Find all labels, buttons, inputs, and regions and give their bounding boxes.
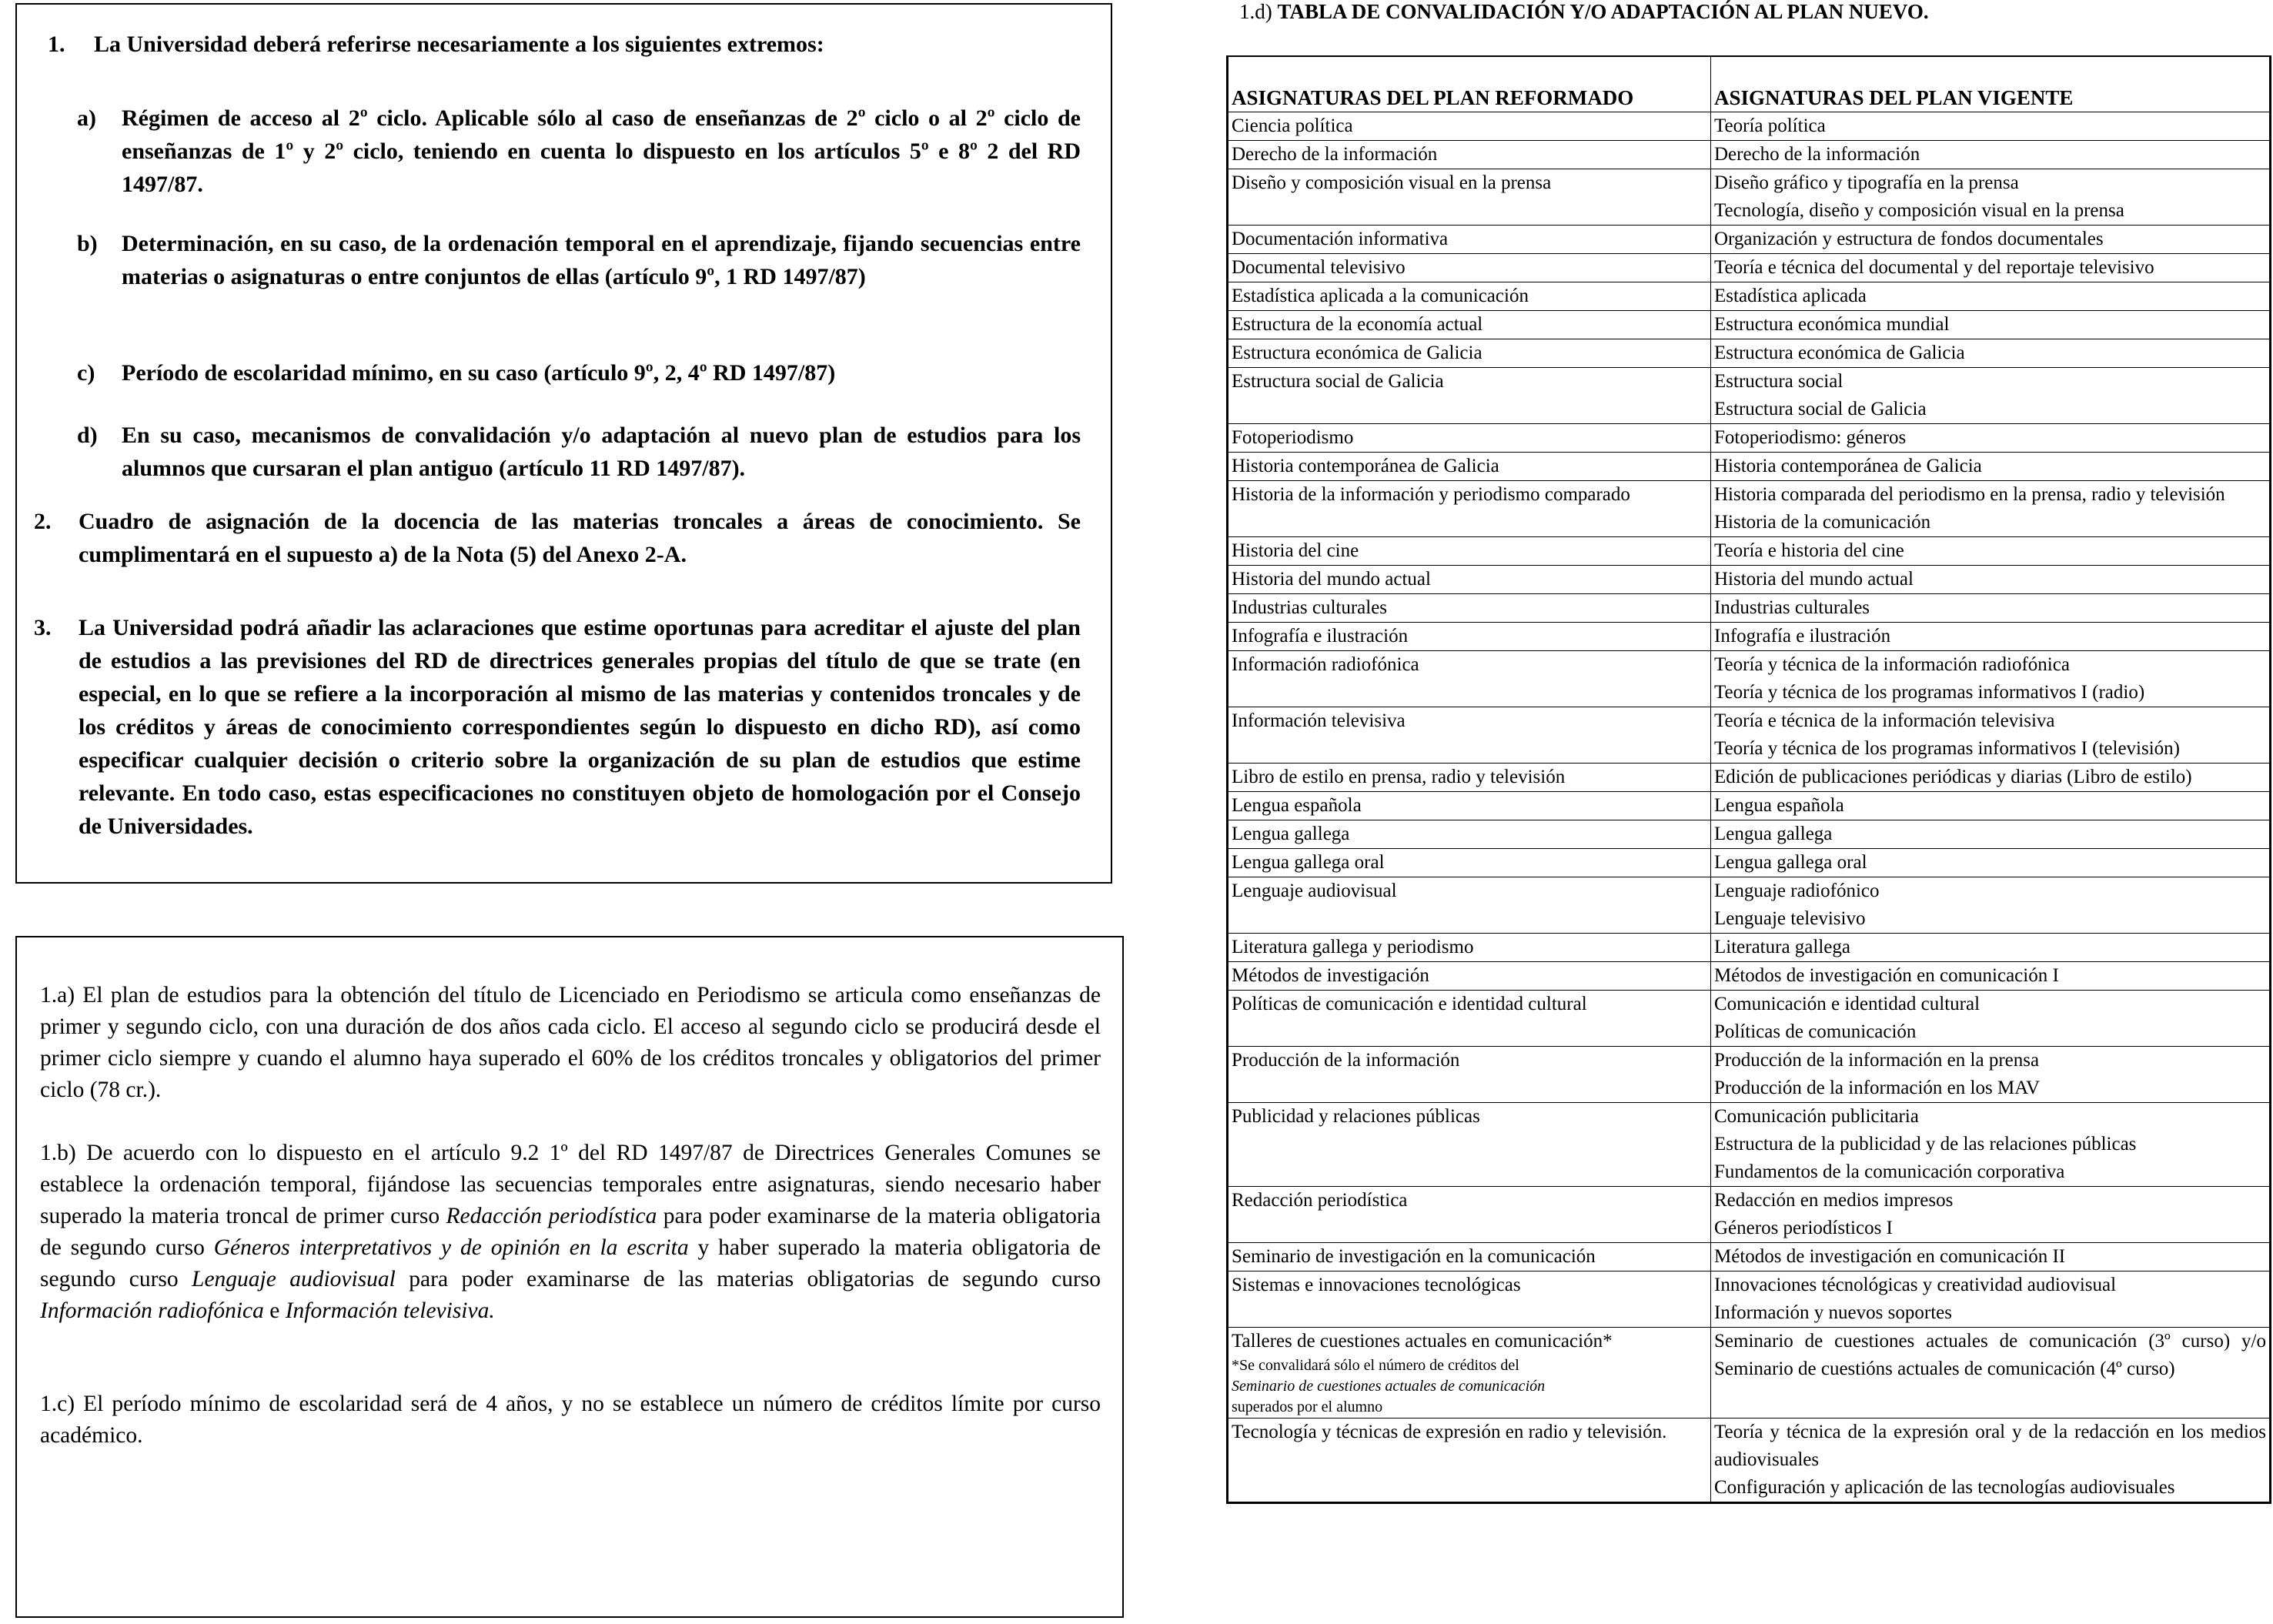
note-1b-italic: Lenguaje audiovisual: [192, 1267, 396, 1292]
table-row: [1228, 254, 2270, 282]
old-subject-line: Historia del mundo actual: [1232, 569, 1431, 590]
new-subject-line: Producción de la información en los MAV: [1714, 1078, 2041, 1098]
cell-new-subject: [1711, 339, 2270, 368]
old-subject-line: Estructura de la economía actual: [1232, 314, 1483, 335]
old-subject-line: Métodos de investigación: [1232, 965, 1429, 986]
new-subject-line: Teoría y técnica de los programas informativos I (radio): [1714, 682, 2145, 703]
old-subject-line: Seminario de investigación en la comunicación: [1232, 1246, 1596, 1267]
cell-old-subject: [1228, 537, 1711, 566]
table-row: [1228, 1103, 2270, 1187]
cell-old-subject: [1228, 226, 1711, 254]
cell-old-subject: [1228, 1103, 1711, 1187]
table-row: [1228, 169, 2270, 226]
cell-old-subject: [1228, 849, 1711, 877]
old-subject-line: Lengua española: [1232, 795, 1362, 816]
table-row: [1228, 934, 2270, 962]
cell-old-subject: [1228, 566, 1711, 594]
item-number: 1.: [48, 32, 65, 57]
note-italic: Seminario de cuestiones actuales de comunicación: [1232, 1378, 1546, 1395]
table-row: [1228, 991, 2270, 1047]
cell-old-subject: [1228, 934, 1711, 962]
note-1b-italic: Información televisiva.: [285, 1298, 495, 1323]
note-1b-italic: Redacción periodística: [446, 1204, 657, 1228]
cell-new-subject: [1711, 991, 2270, 1047]
table-row: [1228, 1187, 2270, 1243]
new-subject-line: Teoría e historia del cine: [1714, 540, 1904, 561]
cell-new-subject: [1711, 1243, 2270, 1271]
cell-new-subject: [1711, 792, 2270, 820]
new-subject-line: Edición de publicaciones periódicas y diarias (Libro de estilo): [1714, 767, 2192, 787]
new-subject-line: Infografía e ilustración: [1714, 626, 1891, 647]
cell-old-subject: [1228, 311, 1711, 339]
instruction-item: [34, 611, 1081, 843]
table-row: [1228, 481, 2270, 537]
cell-new-subject: [1711, 311, 2270, 339]
new-subject-line: Derecho de la información: [1714, 144, 1920, 165]
note-1a: 1.a) El plan de estudios para la obtención del título de Licenciado en Periodismo se articula como enseñanzas de primer y segundo ciclo, con una duración de dos años cada ciclo. El acceso al segundo ciclo se producirá desde el primer ciclo siempre y cuando el alumno haya superado el 60% de los créditos troncales y obligatorios del primer ciclo (78 cr.).: [40, 983, 1101, 1102]
new-subject-line: Teoría e técnica del documental y del reportaje televisivo: [1714, 257, 2154, 278]
note-1c: 1.c) El período mínimo de escolaridad será de 4 años, y no se establece un número de créditos límite por curso académico.: [40, 1392, 1101, 1448]
old-subject-line: Lenguaje audiovisual: [1232, 881, 1397, 901]
table-row: [1228, 226, 2270, 254]
new-subject-line: Métodos de investigación en comunicación I: [1714, 965, 2059, 986]
new-subject-line: Fotoperiodismo: géneros: [1714, 427, 1907, 448]
table-row: [1228, 339, 2270, 368]
cell-new-subject: [1711, 368, 2270, 424]
instructions-box: [15, 3, 1112, 884]
cell-old-subject: [1228, 1047, 1711, 1103]
new-subject-line: Configuración y aplicación de las tecnologías audiovisuales: [1714, 1477, 2175, 1498]
cell-old-subject: [1228, 707, 1711, 764]
cell-old-subject: [1228, 339, 1711, 368]
note-1b-text: 1.b) De acuerdo con lo dispuesto en el artículo 9.2 1º del RD 1497/87 de Directrices Generales Comunes se establece la ordenación temporal, fijándose las secuencias temporales entre asignaturas, siendo necesario haber superado la materia troncal de primer curso: [40, 1141, 1101, 1228]
cell-old-subject: [1228, 169, 1711, 226]
new-subject-line: Redacción en medios impresos: [1714, 1190, 1954, 1211]
item-text: Régimen de acceso al 2º ciclo. Aplicable sólo al caso de enseñanzas de 2º ciclo o al 2º ciclo de enseñanzas de 1º y 2º ciclo, teniendo en cuenta lo dispuesto en los artículos 5º e 8º 2 del RD 1497/87.: [122, 105, 1081, 197]
old-subject-line: Políticas de comunicación e identidad cultural: [1232, 994, 1587, 1014]
header-new-plan: ASIGNATURAS DEL PLAN VIGENTE: [1711, 57, 2270, 112]
new-subject-line: Tecnología, diseño y composición visual en la prensa: [1714, 200, 2124, 221]
old-subject-line: Infografía e ilustración: [1232, 626, 1409, 647]
old-subject-line: Talleres de cuestiones actuales en comunicación*: [1232, 1331, 1613, 1352]
note-1b-text: e: [263, 1298, 286, 1323]
old-subject-line: Lengua gallega: [1232, 824, 1350, 844]
table-row: [1228, 820, 2270, 849]
note-1b-italic: Géneros interpretativos y de opinión en la escrita: [213, 1235, 689, 1260]
new-subject-line: Organización y estructura de fondos documentales: [1714, 229, 2104, 249]
instruction-subitem: [77, 419, 1081, 485]
table-row: [1228, 566, 2270, 594]
cell-new-subject: [1711, 594, 2270, 623]
cell-old-subject: [1228, 623, 1711, 651]
cell-old-subject: [1228, 962, 1711, 991]
table-row: [1228, 594, 2270, 623]
note-1b-text: y haber superado la materia obligatoria de segundo curso: [40, 1235, 1101, 1292]
cell-old-subject: [1228, 453, 1711, 481]
cell-new-subject: [1711, 112, 2270, 141]
old-subject-line: Documental televisivo: [1232, 257, 1406, 278]
convalidation-table: [1226, 55, 2271, 1504]
cell-new-subject: [1711, 1187, 2270, 1243]
old-subject-line: Documentación informativa: [1232, 229, 1449, 249]
cell-new-subject: [1711, 764, 2270, 792]
cell-new-subject: [1711, 537, 2270, 566]
table-row: [1228, 849, 2270, 877]
note-1b-text: para poder examinarse de las materias obligatorias de segundo curso: [395, 1267, 1101, 1292]
table-row: [1228, 368, 2270, 424]
old-subject-line: Historia de la información y periodismo comparado: [1232, 484, 1630, 505]
instruction-subitem: [77, 356, 1081, 389]
item-letter: c): [77, 360, 95, 386]
note-1b-italic: Información radiofónica: [40, 1298, 264, 1323]
cell-old-subject: [1228, 764, 1711, 792]
cell-old-subject: [1228, 1418, 1711, 1502]
note-1b-text: para poder examinarse de la materia obligatoria de segundo curso: [40, 1204, 1101, 1260]
new-subject-line: Literatura gallega: [1714, 937, 1850, 957]
cell-old-subject: [1228, 368, 1711, 424]
old-subject-line: Publicidad y relaciones públicas: [1232, 1106, 1480, 1127]
item-text: La Universidad deberá referirse necesariamente a los siguientes extremos:: [94, 32, 824, 57]
old-subject-line: Literatura gallega y periodismo: [1232, 937, 1474, 957]
old-subject-line: Redacción periodística: [1232, 1190, 1408, 1211]
table-row: [1228, 962, 2270, 991]
cell-old-subject: [1228, 424, 1711, 453]
table-row: [1228, 707, 2270, 764]
cell-new-subject: [1711, 169, 2270, 226]
table-row: [1228, 537, 2270, 566]
cell-new-subject: [1711, 141, 2270, 169]
cell-old-subject: [1228, 792, 1711, 820]
table-title-prefix: 1.d): [1239, 0, 1278, 23]
item-text: La Universidad podrá añadir las aclaraciones que estime oportunas para acreditar el ajuste del plan de estudios a las previsiones del RD de directrices generales propias del título de que se trate (en especial, en lo que se refiere a la incorporación al mismo de las materias y contenidos troncales y de los créditos y áreas de conocimiento correspondientes según lo dispuesto en dicho RD), así como especificar cualquier decisión o criterio sobre la organización de su plan de estudios que estime relevante. En todo caso, estas especificaciones no constituyen objeto de homologación por el Consejo de Universidades.: [79, 615, 1081, 839]
old-subject-line: Historia contemporánea de Galicia: [1232, 456, 1499, 476]
new-subject-line: Métodos de investigación en comunicación II: [1714, 1246, 2066, 1267]
item-text: Determinación, en su caso, de la ordenación temporal en el aprendizaje, fijando secuencias entre materias o asignaturas o entre conjuntos de ellas (artículo 9º, 1 RD 1497/87): [122, 231, 1081, 289]
new-subject-line: Historia del mundo actual: [1714, 569, 1914, 590]
new-subject-line: Estructura de la publicidad y de las relaciones públicas: [1714, 1134, 2137, 1155]
cell-new-subject: [1711, 849, 2270, 877]
cell-old-subject: [1228, 594, 1711, 623]
table-row: [1228, 1047, 2270, 1103]
table-header-row: [1228, 57, 2270, 112]
cell-new-subject: [1711, 453, 2270, 481]
cell-old-subject: [1228, 141, 1711, 169]
cell-old-subject: [1228, 282, 1711, 311]
item-number: 2.: [34, 509, 52, 534]
cell-new-subject: [1711, 934, 2270, 962]
new-subject-line: Géneros periodísticos I: [1714, 1218, 1893, 1238]
table-row: [1228, 141, 2270, 169]
table-row: [1228, 623, 2270, 651]
old-subject-line: Diseño y composición visual en la prensa: [1232, 172, 1552, 193]
table-row: [1228, 877, 2270, 934]
old-subject-note: [1232, 1355, 1707, 1418]
cell-old-subject: [1228, 1243, 1711, 1271]
old-subject-line: Sistemas e innovaciones tecnológicas: [1232, 1275, 1521, 1295]
table-row: [1228, 1243, 2270, 1271]
cell-old-subject: [1228, 651, 1711, 707]
instruction-subitem: [77, 227, 1081, 293]
old-subject-line: Ciencia política: [1232, 115, 1353, 136]
new-subject-line: Teoría y técnica de la información radiofónica: [1714, 654, 2070, 675]
new-subject-line: Información y nuevos soportes: [1714, 1302, 1952, 1323]
old-subject-line: Estadística aplicada a la comunicación: [1232, 286, 1529, 306]
new-subject-line: Lengua española: [1714, 795, 1844, 816]
new-subject-line: Historia contemporánea de Galicia: [1714, 456, 1982, 476]
cell-new-subject: [1711, 282, 2270, 311]
table-title-text: TABLA DE CONVALIDACIÓN Y/O ADAPTACIÓN AL PLAN NUEVO.: [1277, 0, 1929, 23]
table-row: [1228, 764, 2270, 792]
old-subject-line: Estructura social de Galicia: [1232, 371, 1444, 392]
cell-new-subject: [1711, 566, 2270, 594]
new-subject-line: Estructura social de Galicia: [1714, 399, 1927, 419]
table-row: [1228, 453, 2270, 481]
new-subject-line: Comunicación e identidad cultural: [1714, 994, 1981, 1014]
old-subject-line: Lengua gallega oral: [1232, 852, 1385, 873]
cell-new-subject: [1711, 707, 2270, 764]
cell-new-subject: [1711, 623, 2270, 651]
item-text: Cuadro de asignación de la docencia de las materias troncales a áreas de conocimiento. Se cumplimentará en el supuesto a) de la Nota (5) del Anexo 2-A.: [79, 509, 1081, 567]
table-title: [1239, 0, 1929, 24]
cell-new-subject: [1711, 1418, 2270, 1502]
old-subject-line: Información televisiva: [1232, 710, 1406, 731]
new-subject-line: Historia comparada del periodismo en la prensa, radio y televisión: [1714, 484, 2225, 505]
cell-new-subject: [1711, 1328, 2270, 1418]
instruction-subitem: [77, 102, 1081, 201]
cell-new-subject: [1711, 820, 2270, 849]
item-letter: a): [77, 105, 96, 131]
cell-new-subject: [1711, 481, 2270, 537]
cell-new-subject: [1711, 1103, 2270, 1187]
new-subject-line: Políticas de comunicación: [1714, 1021, 1917, 1042]
cell-new-subject: [1711, 1047, 2270, 1103]
note-1b: [40, 1138, 1101, 1327]
cell-old-subject: [1228, 1271, 1711, 1328]
new-subject-line: Seminario de cuestiones actuales de comunicación (3º curso) y/o Seminario de cuestións actuales de comunicación (4º curso): [1714, 1331, 2266, 1379]
new-subject-line: Estructura económica de Galicia: [1714, 343, 1965, 363]
instruction-item: [48, 28, 1079, 61]
table-row: [1228, 792, 2270, 820]
new-subject-line: Diseño gráfico y tipografía en la prensa: [1714, 172, 2019, 193]
cell-new-subject: [1711, 254, 2270, 282]
new-subject-line: Estructura social: [1714, 371, 1843, 392]
new-subject-line: Producción de la información en la prensa: [1714, 1050, 2040, 1071]
notes-box: [15, 936, 1124, 1618]
new-subject-line: Industrias culturales: [1714, 597, 1870, 618]
cell-new-subject: [1711, 424, 2270, 453]
new-subject-line: Comunicación publicitaria: [1714, 1106, 1919, 1127]
item-letter: d): [77, 423, 98, 448]
table-row: [1228, 1271, 2270, 1328]
cell-old-subject: [1228, 1328, 1711, 1418]
cell-new-subject: [1711, 962, 2270, 991]
item-letter: b): [77, 231, 98, 256]
cell-new-subject: [1711, 1271, 2270, 1328]
new-subject-line: Teoría y técnica de los programas informativos I (televisión): [1714, 738, 2180, 759]
cell-new-subject: [1711, 226, 2270, 254]
new-subject-line: Estadística aplicada: [1714, 286, 1867, 306]
new-subject-line: Estructura económica mundial: [1714, 314, 1950, 335]
note-text: *Se convalidará sólo el número de créditos del: [1232, 1357, 1519, 1374]
cell-old-subject: [1228, 877, 1711, 934]
new-subject-line: Teoría política: [1714, 115, 1826, 136]
table-row: [1228, 282, 2270, 311]
cell-old-subject: [1228, 254, 1711, 282]
table-row: [1228, 424, 2270, 453]
new-subject-line: Innovaciones técnológicas y creatividad audiovisual: [1714, 1275, 2117, 1295]
table-row: [1228, 651, 2270, 707]
new-subject-line: Lenguaje radiofónico: [1714, 881, 1880, 901]
new-subject-line: Lenguaje televisivo: [1714, 908, 1866, 929]
new-subject-line: Teoría y técnica de la expresión oral y de la redacción en los medios audiovisuales: [1714, 1422, 2266, 1470]
old-subject-line: Tecnología y técnicas de expresión en radio y televisión.: [1232, 1422, 1667, 1442]
cell-old-subject: [1228, 820, 1711, 849]
new-subject-line: Fundamentos de la comunicación corporativa: [1714, 1161, 2065, 1182]
table-row: [1228, 311, 2270, 339]
item-text: Período de escolaridad mínimo, en su caso (artículo 9º, 2, 4º RD 1497/87): [122, 360, 836, 386]
note-text: superados por el alumno: [1232, 1398, 1383, 1415]
old-subject-line: Libro de estilo en prensa, radio y televisión: [1232, 767, 1566, 787]
old-subject-line: Fotoperiodismo: [1232, 427, 1354, 448]
new-subject-line: Lengua gallega: [1714, 824, 1833, 844]
old-subject-line: Estructura económica de Galicia: [1232, 343, 1482, 363]
old-subject-line: Derecho de la información: [1232, 144, 1438, 165]
instruction-item: [34, 505, 1081, 571]
cell-new-subject: [1711, 651, 2270, 707]
item-number: 3.: [34, 615, 52, 640]
new-subject-line: Lengua gallega oral: [1714, 852, 1867, 873]
cell-new-subject: [1711, 877, 2270, 934]
cell-old-subject: [1228, 1187, 1711, 1243]
old-subject-line: Historia del cine: [1232, 540, 1359, 561]
table-row: [1228, 1418, 2270, 1502]
item-text: En su caso, mecanismos de convalidación y/o adaptación al nuevo plan de estudios para los alumnos que cursaran el plan antiguo (artículo 11 RD 1497/87).: [122, 423, 1081, 481]
cell-old-subject: [1228, 112, 1711, 141]
new-subject-line: Teoría e técnica de la información televisiva: [1714, 710, 2055, 731]
header-old-plan: ASIGNATURAS DEL PLAN REFORMADO: [1228, 57, 1711, 112]
new-subject-line: Historia de la comunicación: [1714, 512, 1931, 533]
cell-old-subject: [1228, 481, 1711, 537]
old-subject-line: Industrias culturales: [1232, 597, 1388, 618]
old-subject-line: Información radiofónica: [1232, 654, 1419, 675]
cell-old-subject: [1228, 991, 1711, 1047]
table-row: [1228, 1328, 2270, 1418]
table-row: [1228, 112, 2270, 141]
old-subject-line: Producción de la información: [1232, 1050, 1460, 1071]
